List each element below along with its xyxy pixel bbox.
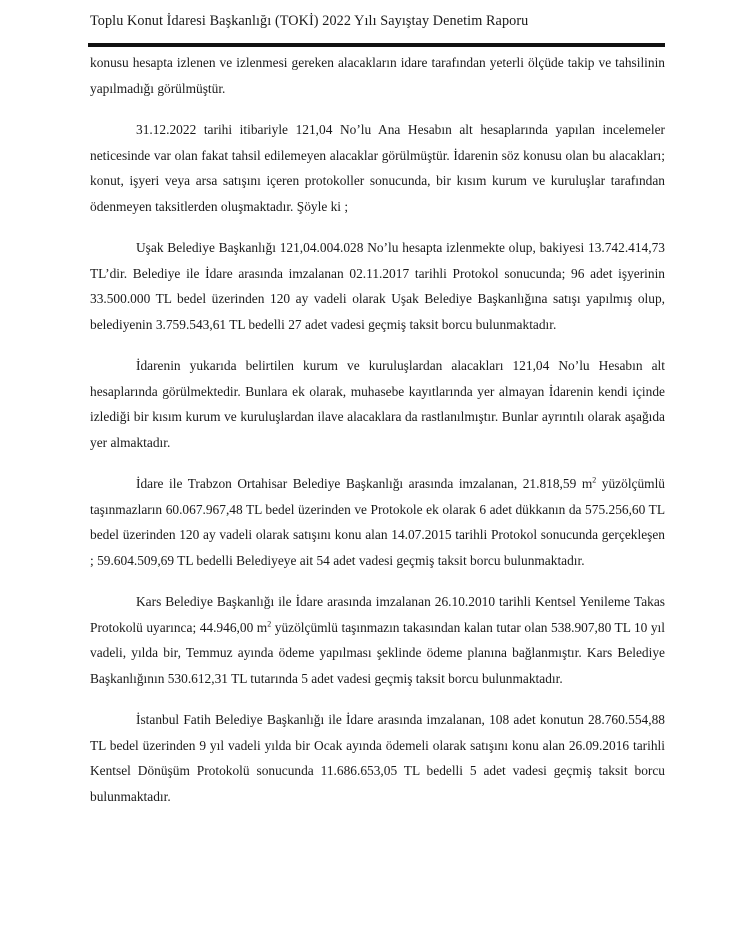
paragraph-trabzon-ortahisar [90, 471, 665, 573]
superscript: 2 [592, 475, 597, 485]
paragraph-kars-municipality [90, 589, 665, 691]
header-rule [88, 43, 665, 47]
superscript: 2 [267, 619, 272, 629]
running-header: Toplu Konut İdaresi Başkanlığı (TOKİ) 2022 Yılı Sayıştay Denetim Raporu [90, 13, 529, 29]
paragraph-istanbul-fatih: İstanbul Fatih Belediye Başkanlığı ile İdare arasında imzalanan, 108 adet konutun 28.760.554,88 TL bedel üzerinden 9 yıl vadeli yılda bir Ocak ayında ödemeli olarak satışını konu alan 26.09.2016 tarihli Kentsel Dönüşüm Protokolü sonucunda 11.686.653,05 TL bedelli 5 adet vadesi geçmiş taksit borcu bulunmaktadır. [90, 712, 665, 804]
report-body [90, 50, 665, 809]
paragraph-text-part: Kars Belediye Başkanlığı ile İdare arasında imzalanan 26.10.2010 tarihli Kentsel Yenileme Takas Protokolü uyarınca; 44.946,00 m [90, 594, 665, 635]
paragraph-uncollected-receivables: 31.12.2022 tarihi itibariyle 121,04 No’lu Ana Hesabın alt hesaplarında yapılan incelemeler neticesinde var olan fakat tahsil edilemeyen alacaklar görülmüştür. İdarenin söz konusu olan bu alacakları; konut, işyeri veya arsa satışını içeren protokoller sonucunda, bir kısım kurum ve kuruluşlar tarafından ödenmeyen taksitlerden oluşmaktadır. Şöyle ki ; [90, 122, 665, 214]
paragraph-continuation: konusu hesapta izlenen ve izlenmesi gereken alacakların idare tarafından yeterli ölçüde takip ve tahsilinin yapılmadığı görülmüştür. [90, 55, 665, 96]
paragraph-text-part: İdare ile Trabzon Ortahisar Belediye Başkanlığı arasında imzalanan, 21.818,59 m [136, 476, 593, 491]
paragraph-additional-receivables: İdarenin yukarıda belirtilen kurum ve kuruluşlardan alacakları 121,04 No’lu Hesabın alt hesaplarında görülmektedir. Bunlara ek olarak, muhasebe kayıtlarında yer almayan İdarenin kendi içinde izlediği bir kısım kurum ve kuruluşlardan ilave alacaklara da rastlanılmıştır. Bunlar ayrıntılı olarak aşağıda yer almaktadır. [90, 358, 665, 450]
paragraph-text-part: yüzölçümlü taşınmazların 60.067.967,48 TL bedel üzerinden ve Protokole ek olarak 6 adet dükkanın da 575.256,60 TL bedel üzerinden 120 ay vadeli olarak satışını konu alan 14.07.2015 tarihli Protokol sonucunda gerçekleşen ; 59.604.509,69 TL bedelli Belediyeye ait 54 adet vadesi geçmiş taksit borcu bulunmaktadır. [90, 476, 666, 568]
paragraph-usak-municipality: Uşak Belediye Başkanlığı 121,04.004.028 No’lu hesapta izlenmekte olup, bakiyesi 13.742.414,73 TL’dir. Belediye ile İdare arasında imzalanan 02.11.2017 tarihli Protokol sonucunda; 96 adet işyerinin 33.500.000 TL bedel üzerinden 120 ay vadeli olarak Uşak Belediye Başkanlığına satışı yapılmış olup, belediyenin 3.759.543,61 TL bedelli 27 adet vadesi geçmiş taksit borcu bulunmaktadır. [90, 240, 665, 332]
paragraph-text-part: yüzölçümlü taşınmazın takasından kalan tutar olan 538.907,80 TL 10 yıl vadeli, yılda bir, Temmuz ayında ödeme yapılması şeklinde ödeme planına bağlanmıştır. Kars Belediye Başkanlığının 530.612,31 TL tutarında 5 adet vadesi geçmiş taksit borcu bulunmaktadır. [90, 619, 665, 686]
